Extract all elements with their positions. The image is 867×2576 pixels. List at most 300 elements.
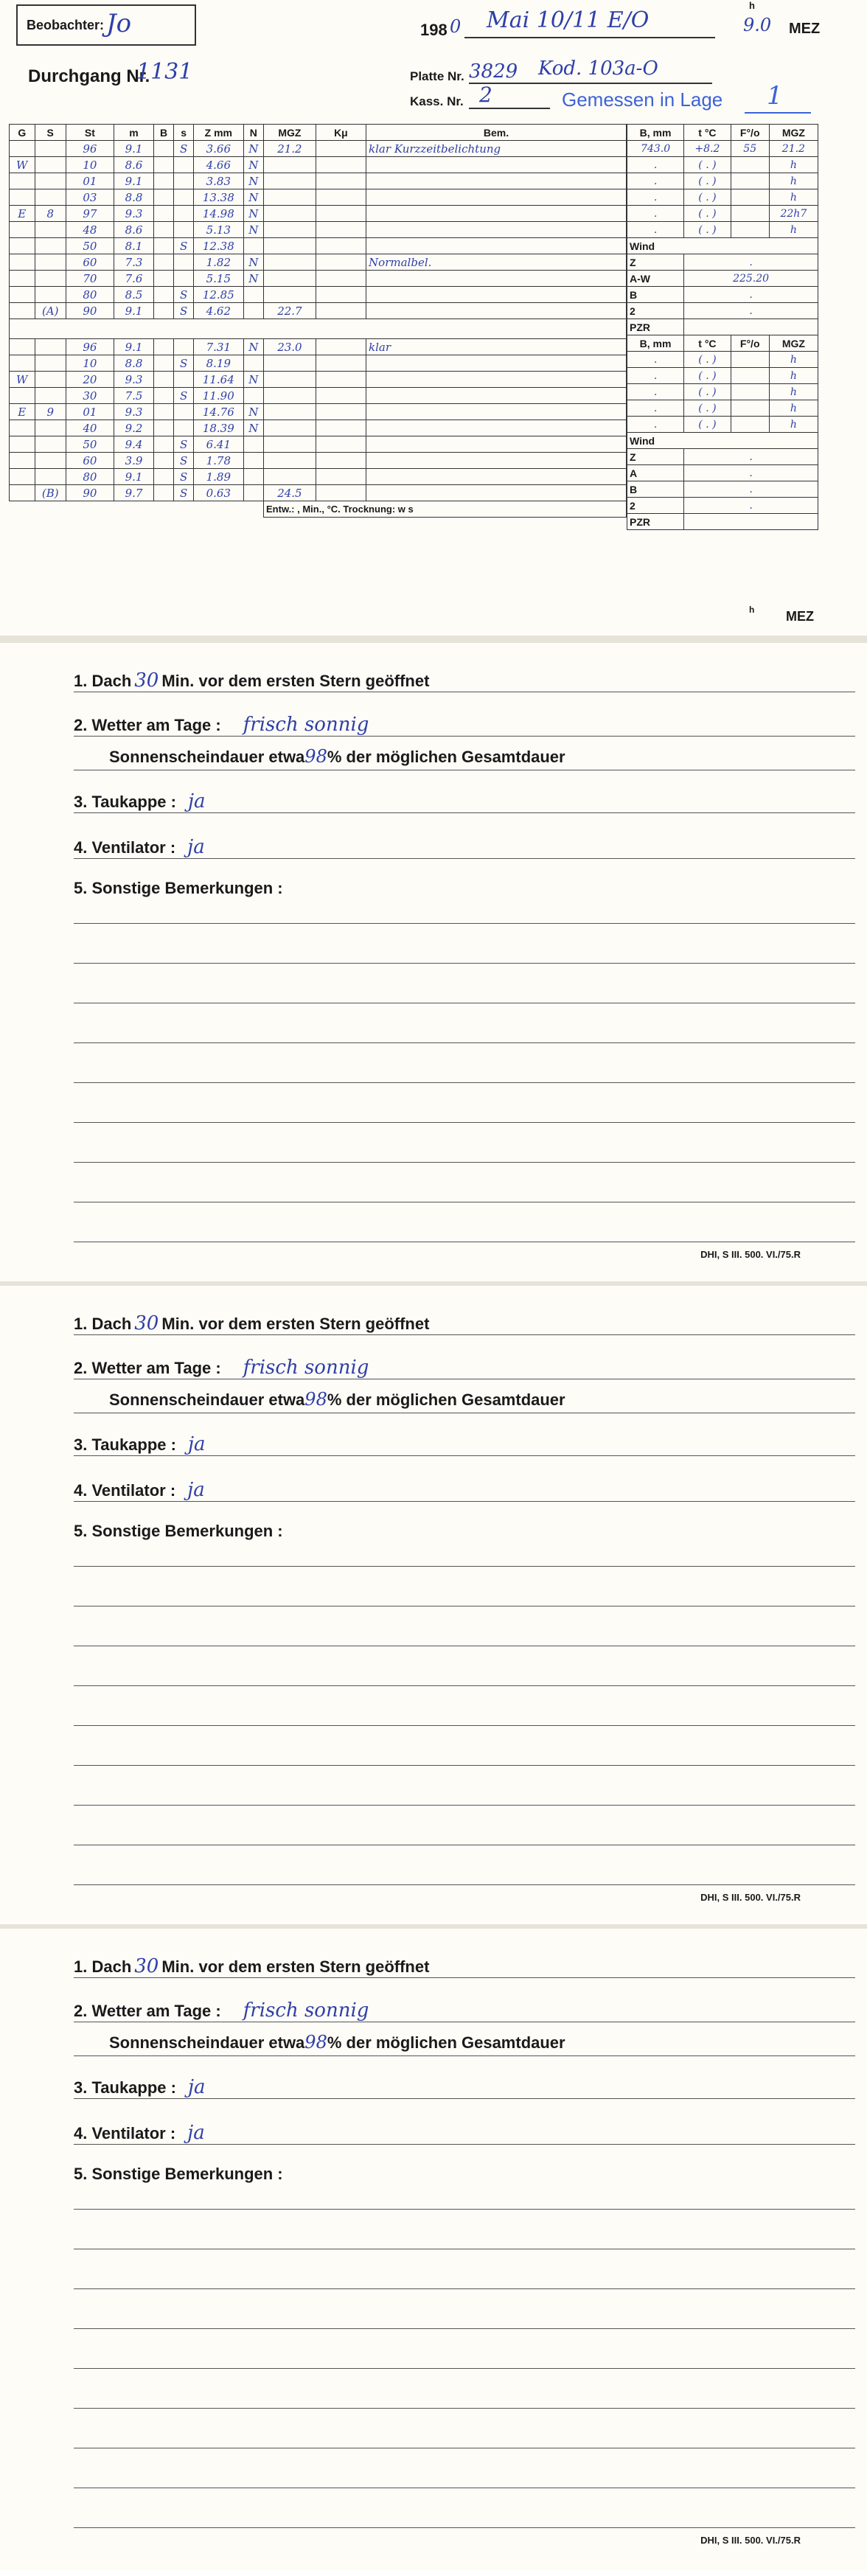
weather-col-header: B, mm: [627, 125, 684, 141]
remarks-card: [0, 1286, 867, 1927]
table-cell: 7.3: [114, 254, 153, 271]
table-cell: [366, 222, 627, 238]
table-cell: [366, 420, 627, 436]
table-cell: [366, 453, 627, 469]
weather-row: [627, 417, 818, 433]
table-cell: 11.90: [194, 388, 243, 404]
table-cell: [154, 372, 174, 388]
table-cell: [35, 173, 66, 189]
rule-line: [74, 1082, 855, 1083]
table-cell: N: [243, 173, 263, 189]
table-cell: [316, 238, 366, 254]
table-cell: 14.76: [194, 404, 243, 420]
gemessen-value: 1: [767, 81, 783, 111]
ventilator-label: 4. Ventilator :: [74, 1481, 176, 1500]
table-cell: [174, 254, 194, 271]
table-cell: [243, 238, 263, 254]
table-cell: [35, 189, 66, 206]
table-cell: [10, 238, 35, 254]
table-cell: [264, 453, 316, 469]
rule-line: [74, 812, 855, 813]
table-cell: [264, 206, 316, 222]
remarks-card: [0, 643, 867, 1284]
weather-table: [627, 124, 818, 530]
table-cell: [243, 355, 263, 372]
bemerkungen-row: [74, 1522, 283, 1541]
table-cell: 22.7: [264, 303, 316, 319]
table-cell: [264, 372, 316, 388]
table-cell: 9.1: [114, 339, 153, 355]
table-cell: [10, 469, 35, 485]
table-cell: [366, 388, 627, 404]
sonnenschein-value: 98: [304, 746, 327, 767]
wind-row: [627, 481, 818, 498]
table-cell: 7.31: [194, 339, 243, 355]
table-cell: 21.2: [264, 141, 316, 157]
weather-cell: [731, 222, 769, 238]
weather-row: [627, 206, 818, 222]
table-cell: S: [174, 303, 194, 319]
block-spacer: [10, 319, 627, 339]
table-cell: [264, 222, 316, 238]
wind-row: [627, 514, 818, 530]
weather-cell: [731, 352, 769, 368]
ventilator-value: ja: [187, 1479, 205, 1501]
table-cell: [35, 222, 66, 238]
table-cell: [154, 436, 174, 453]
table-cell: 90: [66, 485, 114, 501]
table-cell: 8: [35, 206, 66, 222]
table-row: [10, 287, 627, 303]
table-cell: [154, 339, 174, 355]
weather-row: [627, 384, 818, 400]
observer-value: Jo: [106, 9, 132, 38]
table-cell: 4.66: [194, 157, 243, 173]
ventilator-value: ja: [187, 2122, 205, 2144]
bemerkungen-row: [74, 2165, 283, 2184]
table-cell: [154, 420, 174, 436]
table-cell: [10, 303, 35, 319]
weather-cell: h: [769, 400, 818, 417]
rule-line: [74, 1334, 855, 1335]
table-cell: [316, 339, 366, 355]
wind-row: [627, 319, 818, 335]
weather-row: [627, 173, 818, 189]
table-cell: [174, 404, 194, 420]
weather-cell: .: [627, 189, 684, 206]
dach-row: [74, 1312, 429, 1334]
table-cell: [35, 420, 66, 436]
table-cell: [366, 206, 627, 222]
weather-cell: [731, 417, 769, 433]
wetter-label: 2. Wetter am Tage :: [74, 1359, 221, 1377]
table-cell: [366, 436, 627, 453]
table-cell: [316, 206, 366, 222]
col-header: S: [35, 125, 66, 141]
rule-line: [74, 2328, 855, 2329]
table-cell: 1.82: [194, 254, 243, 271]
table-row: [10, 222, 627, 238]
table-cell: 96: [66, 141, 114, 157]
wind-value: .: [684, 465, 818, 481]
table-cell: [35, 254, 66, 271]
table-cell: [316, 287, 366, 303]
table-cell: [316, 469, 366, 485]
table-cell: 60: [66, 254, 114, 271]
table-row: [10, 303, 627, 319]
weather-cell: ( . ): [684, 173, 731, 189]
table-cell: Normalbel.: [366, 254, 627, 271]
table-cell: 23.0: [264, 339, 316, 355]
wind-label: Wind: [627, 238, 818, 254]
table-cell: [366, 189, 627, 206]
table-cell: 11.64: [194, 372, 243, 388]
weather-col-header: B, mm: [627, 335, 684, 352]
table-cell: [154, 271, 174, 287]
table-block-2: [10, 319, 627, 501]
table-cell: 20: [66, 372, 114, 388]
table-cell: [316, 453, 366, 469]
table-cell: 12.85: [194, 287, 243, 303]
weather-cell: h: [769, 368, 818, 384]
weather-cell: h: [769, 384, 818, 400]
table-cell: 8.6: [114, 222, 153, 238]
col-header: N: [243, 125, 263, 141]
wetter-label: 2. Wetter am Tage :: [74, 716, 221, 734]
taukappe-label: 3. Taukappe :: [74, 2078, 176, 2097]
sonnenschein-suffix: % der möglichen Gesamtdauer: [327, 2033, 565, 2052]
table-cell: [35, 287, 66, 303]
wind-row: [627, 287, 818, 303]
dach-value: 30: [134, 1312, 159, 1334]
wetter-value: frisch sonnig: [243, 714, 369, 736]
table-cell: 9.1: [114, 141, 153, 157]
table-cell: 9: [35, 404, 66, 420]
table-cell: [10, 485, 35, 501]
dach-label: 1. Dach: [74, 1315, 132, 1333]
weather-cell: .: [627, 352, 684, 368]
table-cell: 70: [66, 271, 114, 287]
sonnenschein-label: Sonnenscheindauer etwa: [109, 748, 305, 766]
sonnenschein-value: 98: [304, 1389, 327, 1410]
dach-label: 1. Dach: [74, 1957, 132, 1976]
wind-header-row: [627, 433, 818, 449]
table-cell: [366, 271, 627, 287]
table-cell: [264, 355, 316, 372]
taukappe-label: 3. Taukappe :: [74, 793, 176, 811]
wetter-value: frisch sonnig: [243, 1357, 369, 1379]
weather-cell: [731, 384, 769, 400]
table-cell: [243, 287, 263, 303]
table-header-row: [10, 125, 627, 141]
dach-value: 30: [134, 1955, 159, 1977]
weather-cell: 55: [731, 141, 769, 157]
wind-value: .: [684, 498, 818, 514]
weather-block-1: [627, 141, 818, 335]
wind-value: 225.20: [684, 271, 818, 287]
remarks-card: [0, 1929, 867, 2570]
table-cell: [10, 271, 35, 287]
table-cell: [316, 141, 366, 157]
weather-cell: [731, 206, 769, 222]
table-cell: S: [174, 436, 194, 453]
table-cell: [35, 388, 66, 404]
table-cell: [316, 222, 366, 238]
table-cell: 3.66: [194, 141, 243, 157]
table-cell: [154, 287, 174, 303]
sonnenschein-label: Sonnenscheindauer etwa: [109, 1390, 305, 1409]
weather-cell: .: [627, 368, 684, 384]
gemessen-underline: [745, 112, 811, 114]
table-cell: 8.1: [114, 238, 153, 254]
table-cell: 9.7: [114, 485, 153, 501]
weather-cell: .: [627, 222, 684, 238]
table-cell: [264, 287, 316, 303]
table-row: [10, 420, 627, 436]
table-cell: [35, 339, 66, 355]
table-row: [10, 355, 627, 372]
weather-cell: h: [769, 352, 818, 368]
rule-line: [74, 1455, 855, 1456]
rule-line: [74, 923, 855, 924]
observer-box: [16, 4, 196, 46]
table-cell: [316, 173, 366, 189]
table-cell: [174, 206, 194, 222]
wind-row: [627, 271, 818, 287]
table-cell: [366, 469, 627, 485]
sonnenschein-label: Sonnenscheindauer etwa: [109, 2033, 305, 2052]
table-cell: [154, 254, 174, 271]
rule-line: [74, 2527, 855, 2528]
table-cell: [316, 254, 366, 271]
table-cell: [35, 372, 66, 388]
weather-col-header: MGZ: [769, 335, 818, 352]
table-cell: [174, 173, 194, 189]
dach-suffix: Min. vor dem ersten Stern geöffnet: [161, 672, 430, 690]
table-cell: [35, 271, 66, 287]
date-handwritten: Mai 10/11 E/O: [487, 7, 650, 33]
table-row: [10, 485, 627, 501]
weather-cell: [731, 400, 769, 417]
weather-col-header: t °C: [684, 125, 731, 141]
table-cell: N: [243, 339, 263, 355]
durchgang-label: Durchgang Nr.: [28, 66, 150, 86]
ventilator-label: 4. Ventilator :: [74, 2124, 176, 2142]
table-row: [10, 404, 627, 420]
wind-dir: A-W: [627, 271, 684, 287]
table-cell: 60: [66, 453, 114, 469]
weather-col-header: F°/o: [731, 335, 769, 352]
table-cell: [35, 436, 66, 453]
table-cell: [366, 355, 627, 372]
taukappe-row: [74, 2076, 206, 2098]
bottom-h: h: [749, 605, 755, 615]
table-row: [10, 339, 627, 355]
table-row: [10, 436, 627, 453]
platte-label: Platte Nr.: [410, 69, 464, 83]
table-cell: [10, 420, 35, 436]
wind-dir: Z: [627, 449, 684, 465]
taukappe-row: [74, 1433, 206, 1455]
table-cell: 1.78: [194, 453, 243, 469]
table-row: [10, 141, 627, 157]
table-cell: E: [10, 206, 35, 222]
kass-label: Kass. Nr.: [410, 94, 464, 108]
table-cell: 9.2: [114, 420, 153, 436]
dach-suffix: Min. vor dem ersten Stern geöffnet: [161, 1957, 430, 1976]
bottom-timezone: MEZ: [786, 609, 814, 624]
weather-row: [627, 222, 818, 238]
rule-line: [74, 2055, 855, 2056]
table-cell: 4.62: [194, 303, 243, 319]
year-suffix: 0: [450, 16, 462, 37]
table-cell: [10, 173, 35, 189]
form-footer: DHI, S III. 500. VI./75.R: [700, 2535, 801, 2546]
rule-line: [74, 2209, 855, 2210]
rule-line: [74, 736, 855, 737]
table-cell: [264, 238, 316, 254]
table-cell: [366, 372, 627, 388]
table-cell: [35, 355, 66, 372]
wind-value: .: [684, 449, 818, 465]
table-cell: W: [10, 157, 35, 173]
rule-line: [74, 1977, 855, 1978]
table-cell: W: [10, 372, 35, 388]
table-cell: [10, 355, 35, 372]
dach-row: [74, 1955, 429, 1977]
weather-header-row: [627, 125, 818, 141]
table-cell: 7.6: [114, 271, 153, 287]
rule-line: [74, 1501, 855, 1502]
wetter-row: [74, 1999, 369, 2022]
table-cell: [10, 141, 35, 157]
table-cell: [264, 189, 316, 206]
col-header: G: [10, 125, 35, 141]
wind-row: [627, 449, 818, 465]
table-cell: 24.5: [264, 485, 316, 501]
table-cell: [316, 303, 366, 319]
table-row: [10, 271, 627, 287]
table-cell: [154, 206, 174, 222]
table-cell: 8.19: [194, 355, 243, 372]
wind-dir: 2: [627, 498, 684, 514]
table-cell: 9.3: [114, 206, 153, 222]
kass-value: 2: [479, 83, 492, 107]
table-cell: 7.5: [114, 388, 153, 404]
table-cell: [154, 404, 174, 420]
table-cell: [10, 453, 35, 469]
col-header: s: [174, 125, 194, 141]
table-cell: [243, 469, 263, 485]
table-cell: [316, 189, 366, 206]
development-row: Entw.: , Min., °C. Trocknung: w s: [264, 501, 627, 518]
sonnenschein-suffix: % der möglichen Gesamtdauer: [327, 1390, 565, 1409]
wind-label: Wind: [627, 433, 818, 449]
table-cell: [174, 420, 194, 436]
table-cell: 9.1: [114, 469, 153, 485]
table-cell: [35, 141, 66, 157]
weather-cell: [731, 368, 769, 384]
table-cell: [316, 485, 366, 501]
table-cell: [366, 485, 627, 501]
table-cell: 50: [66, 436, 114, 453]
table-cell: [264, 388, 316, 404]
weather-row: [627, 189, 818, 206]
col-header: Z mm: [194, 125, 243, 141]
table-cell: 40: [66, 420, 114, 436]
bemerkungen-label: 5. Sonstige Bemerkungen :: [74, 879, 283, 897]
sonnenschein-row: [109, 2032, 565, 2053]
weather-cell: ( . ): [684, 368, 731, 384]
form-footer: DHI, S III. 500. VI./75.R: [700, 1892, 801, 1903]
table-cell: 8.5: [114, 287, 153, 303]
card-separator: [0, 636, 867, 643]
wind-row: [627, 465, 818, 481]
sonnenschein-suffix: % der möglichen Gesamtdauer: [327, 748, 565, 766]
table-cell: [366, 404, 627, 420]
table-cell: 9.1: [114, 303, 153, 319]
table-cell: [10, 339, 35, 355]
table-cell: 12.38: [194, 238, 243, 254]
table-cell: 18.39: [194, 420, 243, 436]
table-cell: 5.13: [194, 222, 243, 238]
table-cell: [316, 420, 366, 436]
col-header: Kμ: [316, 125, 366, 141]
table-cell: S: [174, 388, 194, 404]
table-cell: [174, 157, 194, 173]
year-prefix: 198: [420, 21, 448, 39]
table-cell: [154, 485, 174, 501]
rule-line: [74, 1805, 855, 1806]
ventilator-label: 4. Ventilator :: [74, 838, 176, 857]
rule-line: [74, 1042, 855, 1043]
weather-cell: ( . ): [684, 400, 731, 417]
ventilator-row: [74, 2122, 205, 2144]
rule-line: [74, 1765, 855, 1766]
taukappe-row: [74, 790, 206, 812]
rule-line: [74, 963, 855, 964]
weather-cell: h: [769, 189, 818, 206]
wind-value: .: [684, 481, 818, 498]
table-cell: 3.83: [194, 173, 243, 189]
weather-col-header: MGZ: [769, 125, 818, 141]
wind-dir: 2: [627, 303, 684, 319]
table-cell: 03: [66, 189, 114, 206]
table-cell: [243, 485, 263, 501]
table-cell: N: [243, 420, 263, 436]
table-cell: [35, 157, 66, 173]
table-cell: [366, 238, 627, 254]
weather-cell: .: [627, 173, 684, 189]
table-cell: (A): [35, 303, 66, 319]
table-cell: [10, 189, 35, 206]
table-cell: N: [243, 189, 263, 206]
table-cell: [316, 157, 366, 173]
table-cell: N: [243, 254, 263, 271]
weather-cell: .: [627, 400, 684, 417]
weather-cell: ( . ): [684, 222, 731, 238]
table-cell: 50: [66, 238, 114, 254]
table-cell: klar Kurzzeitbelichtung: [366, 141, 627, 157]
table-cell: 10: [66, 157, 114, 173]
table-cell: N: [243, 206, 263, 222]
weather-cell: [731, 189, 769, 206]
weather-cell: ( . ): [684, 417, 731, 433]
platte-note: Kod. 103a-O: [538, 58, 658, 80]
ventilator-row: [74, 836, 205, 858]
weather-row: [627, 352, 818, 368]
table-cell: N: [243, 404, 263, 420]
